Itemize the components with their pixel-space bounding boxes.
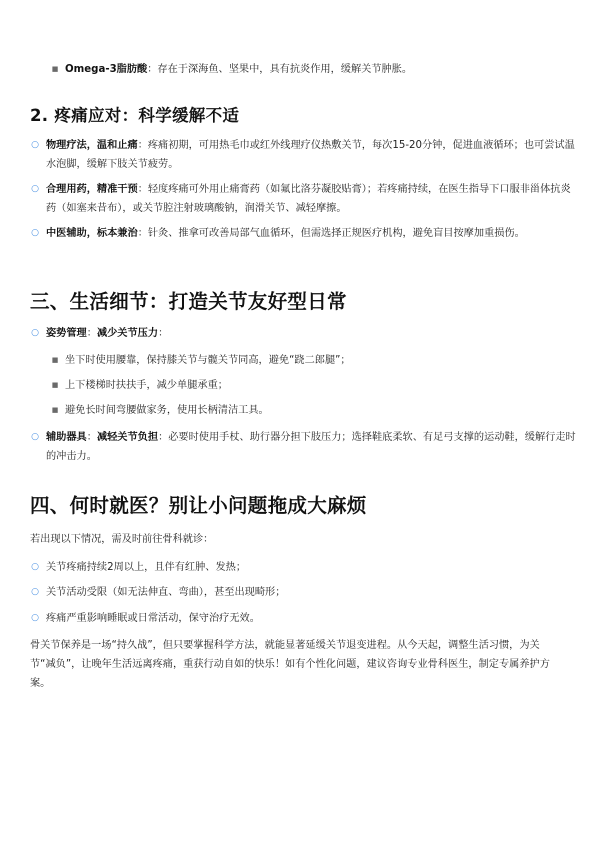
list-item-tcm (30, 224, 578, 243)
list-item-medication (30, 180, 578, 218)
item-bold: 辅助器具 (46, 432, 87, 443)
list-item-symptom (30, 558, 578, 577)
square-bullet-icon: ■ (51, 65, 59, 73)
item-bold: Omega-3脂肪酸 (65, 64, 148, 75)
circle-bullet-icon: ○ (31, 587, 39, 597)
item-bold-2: 减轻关节负担 (96, 432, 159, 443)
sub-item-text: 坐下时使用腰靠，保持膝关节与髋关节同高，避免“跷二郎腿”； (65, 355, 351, 366)
circle-bullet-icon: ○ (31, 328, 39, 338)
circle-bullet-icon: ○ (31, 184, 39, 194)
sub-item-text: 避免长时间弯腰做家务，使用长柄清洁工具。 (65, 405, 269, 416)
circle-bullet-icon: ○ (31, 228, 39, 238)
item-text: ：疼痛初期，可用热毛巾或红外线理疗仪热敷关节，每次15-20分钟，促进血液循环；也可尝试温水泡脚，缓解下肢关节疲劳。 (46, 140, 575, 170)
item-bold: 中医辅助，标本兼治 (46, 228, 138, 239)
section-heading-daily-life: 三、生活细节：打造关节友好型日常 (30, 290, 347, 313)
sub-list-item (50, 401, 578, 420)
item-text: ： (158, 328, 169, 339)
circle-bullet-icon: ○ (31, 562, 39, 572)
list-item-aids (30, 428, 578, 466)
sub-item-text: 上下楼梯时扶扶手，减少单腿承重； (65, 380, 228, 391)
section-intro: 若出现以下情况，需及时前往骨科就诊： (30, 534, 214, 545)
list-item-symptom (30, 583, 578, 602)
sub-list-item (50, 351, 578, 370)
section-heading-pain: 2. 疼痛应对：科学缓解不适 (30, 106, 240, 125)
item-text: ：针灸、推拿可改善局部气血循环，但需选择正规医疗机构，避免盲目按摩加重损伤。 (137, 228, 525, 239)
list-item-posture (30, 324, 578, 343)
circle-bullet-icon: ○ (31, 613, 39, 623)
sub-list-item (50, 376, 578, 395)
item-text: ：存在于深海鱼、坚果中，具有抗炎作用，缓解关节肿胀。 (147, 64, 413, 75)
item-colon: ： (86, 432, 97, 443)
item-text: ：轻度疼痛可外用止痛膏药（如氟比洛芬凝胶贴膏）；若疼痛持续，在医生指导下口服非甾体抗炎药（如塞来昔布），或关节腔注射玻璃酸钠，润滑关节、减轻摩擦。 (46, 184, 571, 214)
item-text: 关节活动受限（如无法伸直、弯曲），甚至出现畸形； (46, 587, 286, 598)
item-bold: 物理疗法，温和止痛 (46, 140, 138, 151)
square-bullet-icon: ■ (51, 406, 59, 414)
square-bullet-icon: ■ (51, 381, 59, 389)
item-text: 疼痛严重影响睡眠或日常活动，保守治疗无效。 (46, 613, 260, 624)
square-bullet-icon: ■ (51, 356, 59, 364)
item-bold: 合理用药，精准干预 (46, 184, 138, 195)
item-colon: ： (86, 328, 97, 339)
item-bold: 姿势管理 (46, 328, 87, 339)
list-item-omega3 (50, 60, 578, 79)
item-text: ：必要时使用手杖、助行器分担下肢压力；选择鞋底柔软、有足弓支撑的运动鞋，缓解行走时的冲击力。 (46, 432, 576, 462)
closing-paragraph: 骨关节保养是一场“持久战”，但只要掌握科学方法，就能显著延缓关节退变进程。从今天起，调整生活习惯，为关节“减负”，让晚年生活远离疼痛，重获行动自如的快乐！如有个性化问题，建议咨询专业骨科医生，制定专属养护方案。 (30, 640, 550, 689)
circle-bullet-icon: ○ (31, 432, 39, 442)
list-item-symptom (30, 609, 578, 628)
list-item-physical (30, 136, 578, 174)
item-bold-2: 减少关节压力 (96, 328, 159, 339)
circle-bullet-icon: ○ (31, 140, 39, 150)
item-text: 关节疼痛持续2周以上，且伴有红肿、发热； (46, 562, 247, 573)
section-heading-when-to-see-doctor: 四、何时就医？别让小问题拖成大麻烦 (30, 494, 367, 517)
